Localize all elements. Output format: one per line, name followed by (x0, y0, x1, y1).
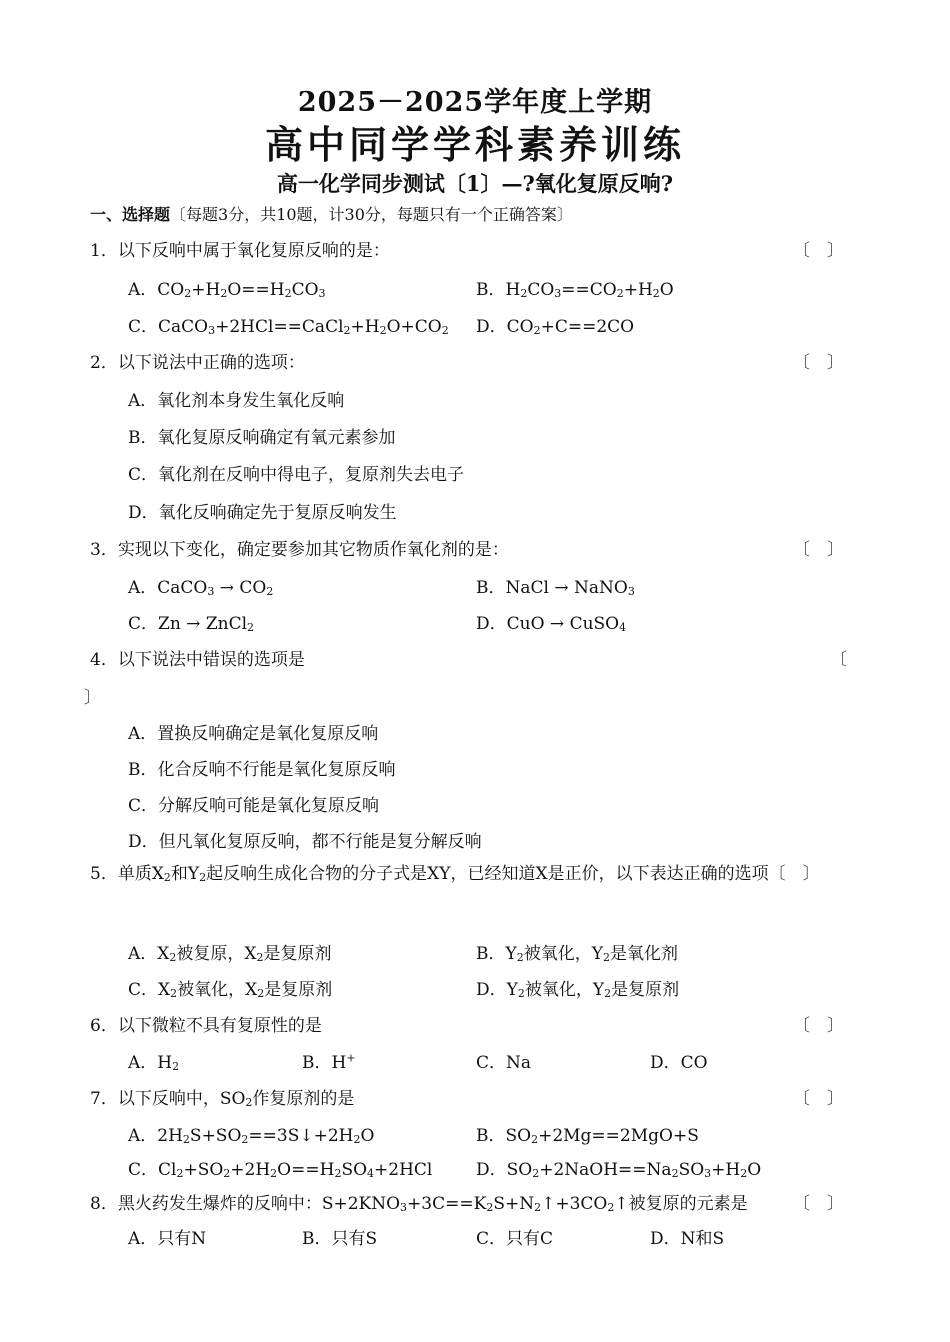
question-1-answer-bracket: 〔 〕 (793, 241, 844, 261)
test-subtitle: 高一化学同步测试〔1〕—?氧化复原反响? (276, 171, 674, 196)
question-2-answer-bracket: 〔 〕 (793, 353, 844, 373)
question-2-stem: 2．以下说法中正确的选项： (90, 353, 305, 373)
question-5-option-c: C．$X_2$被氧化，$X_2$是复原剂 (128, 980, 333, 1000)
question-8-stem: 8．黑火药发生爆炸的反响中：$S+2KNO_3+3C==K_2S+N_2↑+3CO_2↑$被复原的元素是 (90, 1194, 748, 1214)
question-4-bracket-open: 〔 (830, 650, 847, 670)
question-3-option-d: D．CuO → CuSO$_4$ (476, 614, 627, 634)
question-2-option-c: C．氧化剂在反响中得电子，复原剂失去电子 (128, 465, 465, 485)
question-3-stem: 3．实现以下变化，确定要参加其它物质作氧化剂的是： (90, 540, 509, 560)
question-7-option-b: B．$SO_2+2Mg==2MgO+S$ (476, 1126, 699, 1146)
question-1-option-b: B．$H_2CO_3==CO_2+H_2O$ (476, 280, 674, 300)
question-3-option-c: C．Zn → ZnCl$_2$ (128, 614, 255, 634)
section-note: 〔每题3分，共10题，计30分，每题只有一个正确答案〕 (170, 205, 573, 224)
question-4-option-d: D．但凡氧化复原反响，都不行能是复分解反响 (128, 832, 482, 852)
question-4-stem: 4．以下说法中错误的选项是 (90, 650, 305, 670)
question-3-option-b: B．NaCl → NaNO$_3$ (476, 578, 635, 598)
question-8-option-a: A．只有N (128, 1229, 207, 1249)
question-7-stem: 7．以下反响中，$SO_2$作复原剂的是 (90, 1089, 355, 1109)
year-line: 2025－2025学年度上学期 (297, 87, 653, 118)
question-1-option-d: D．$CO_2+C==2CO$ (476, 317, 635, 337)
question-2-option-a: A．氧化剂本身发生氧化反响 (128, 391, 345, 411)
question-4-option-c: C．分解反响可能是氧化复原反响 (128, 796, 380, 816)
question-8-option-d: D．N和S (650, 1229, 725, 1249)
question-6-answer-bracket: 〔 〕 (793, 1016, 844, 1036)
question-6-option-a: A．$H_2$ (128, 1053, 180, 1073)
question-5-stem: 5．单质$X_2$和$Y_2$起反响生成化合物的分子式是XY，已经知道X是正价，以下表达正确的选项〔 〕 (90, 864, 820, 884)
question-6-option-b: B．H+ (302, 1051, 356, 1073)
question-8-option-b: B．只有S (302, 1229, 378, 1249)
question-8-answer-bracket: 〔 〕 (793, 1194, 844, 1214)
question-6-option-c: C．Na (476, 1053, 532, 1073)
question-8-option-c: C．只有C (476, 1229, 554, 1249)
question-5-option-d: D．$Y_2$被氧化，$Y_2$是复原剂 (476, 980, 680, 1000)
question-1-option-c: C．$CaCO_3+2HCl==CaCl_2+H_2O+CO_2$ (128, 317, 449, 337)
question-4-option-b: B．化合反响不行能是氧化复原反响 (128, 760, 396, 780)
question-5-option-b: B．$Y_2$被氧化，$Y_2$是氧化剂 (476, 944, 678, 964)
question-1-option-a: A．$CO_2+H_2O==H_2CO_3$ (128, 280, 326, 300)
section-heading (90, 202, 573, 225)
question-2-option-b: B．氧化复原反响确定有氧元素参加 (128, 428, 396, 448)
question-7-answer-bracket: 〔 〕 (793, 1089, 844, 1109)
question-4-bracket-close: 〕 (84, 688, 101, 708)
question-6-stem: 6．以下微粒不具有复原性的是 (90, 1016, 322, 1036)
question-5-option-a: A．$X_2$被复原，$X_2$是复原剂 (128, 944, 332, 964)
main-title: 高中同学学科素养训练 (264, 122, 685, 167)
question-7-option-a: A．$2H_2S+SO_2==3S↓+2H_2O$ (128, 1126, 375, 1146)
question-2-option-d: D．氧化反响确定先于复原反响发生 (128, 503, 397, 523)
question-4-option-a: A．置换反响确定是氧化复原反响 (128, 724, 379, 744)
question-7-option-c: C．$Cl_2+SO_2+2H_2O==H_2SO_4+2HCl$ (128, 1160, 433, 1180)
question-7-option-d: D．$SO_2+2NaOH==Na_2SO_3+H_2O$ (476, 1160, 762, 1180)
question-3-answer-bracket: 〔 〕 (793, 540, 844, 560)
question-1-stem: 1．以下反响中属于氧化复原反响的是： (90, 241, 390, 261)
question-6-option-d: D．CO (650, 1053, 708, 1073)
question-3-option-a: A．CaCO$_3$ → $CO_2$ (128, 578, 274, 598)
section-label: 一、选择题 (90, 205, 171, 224)
